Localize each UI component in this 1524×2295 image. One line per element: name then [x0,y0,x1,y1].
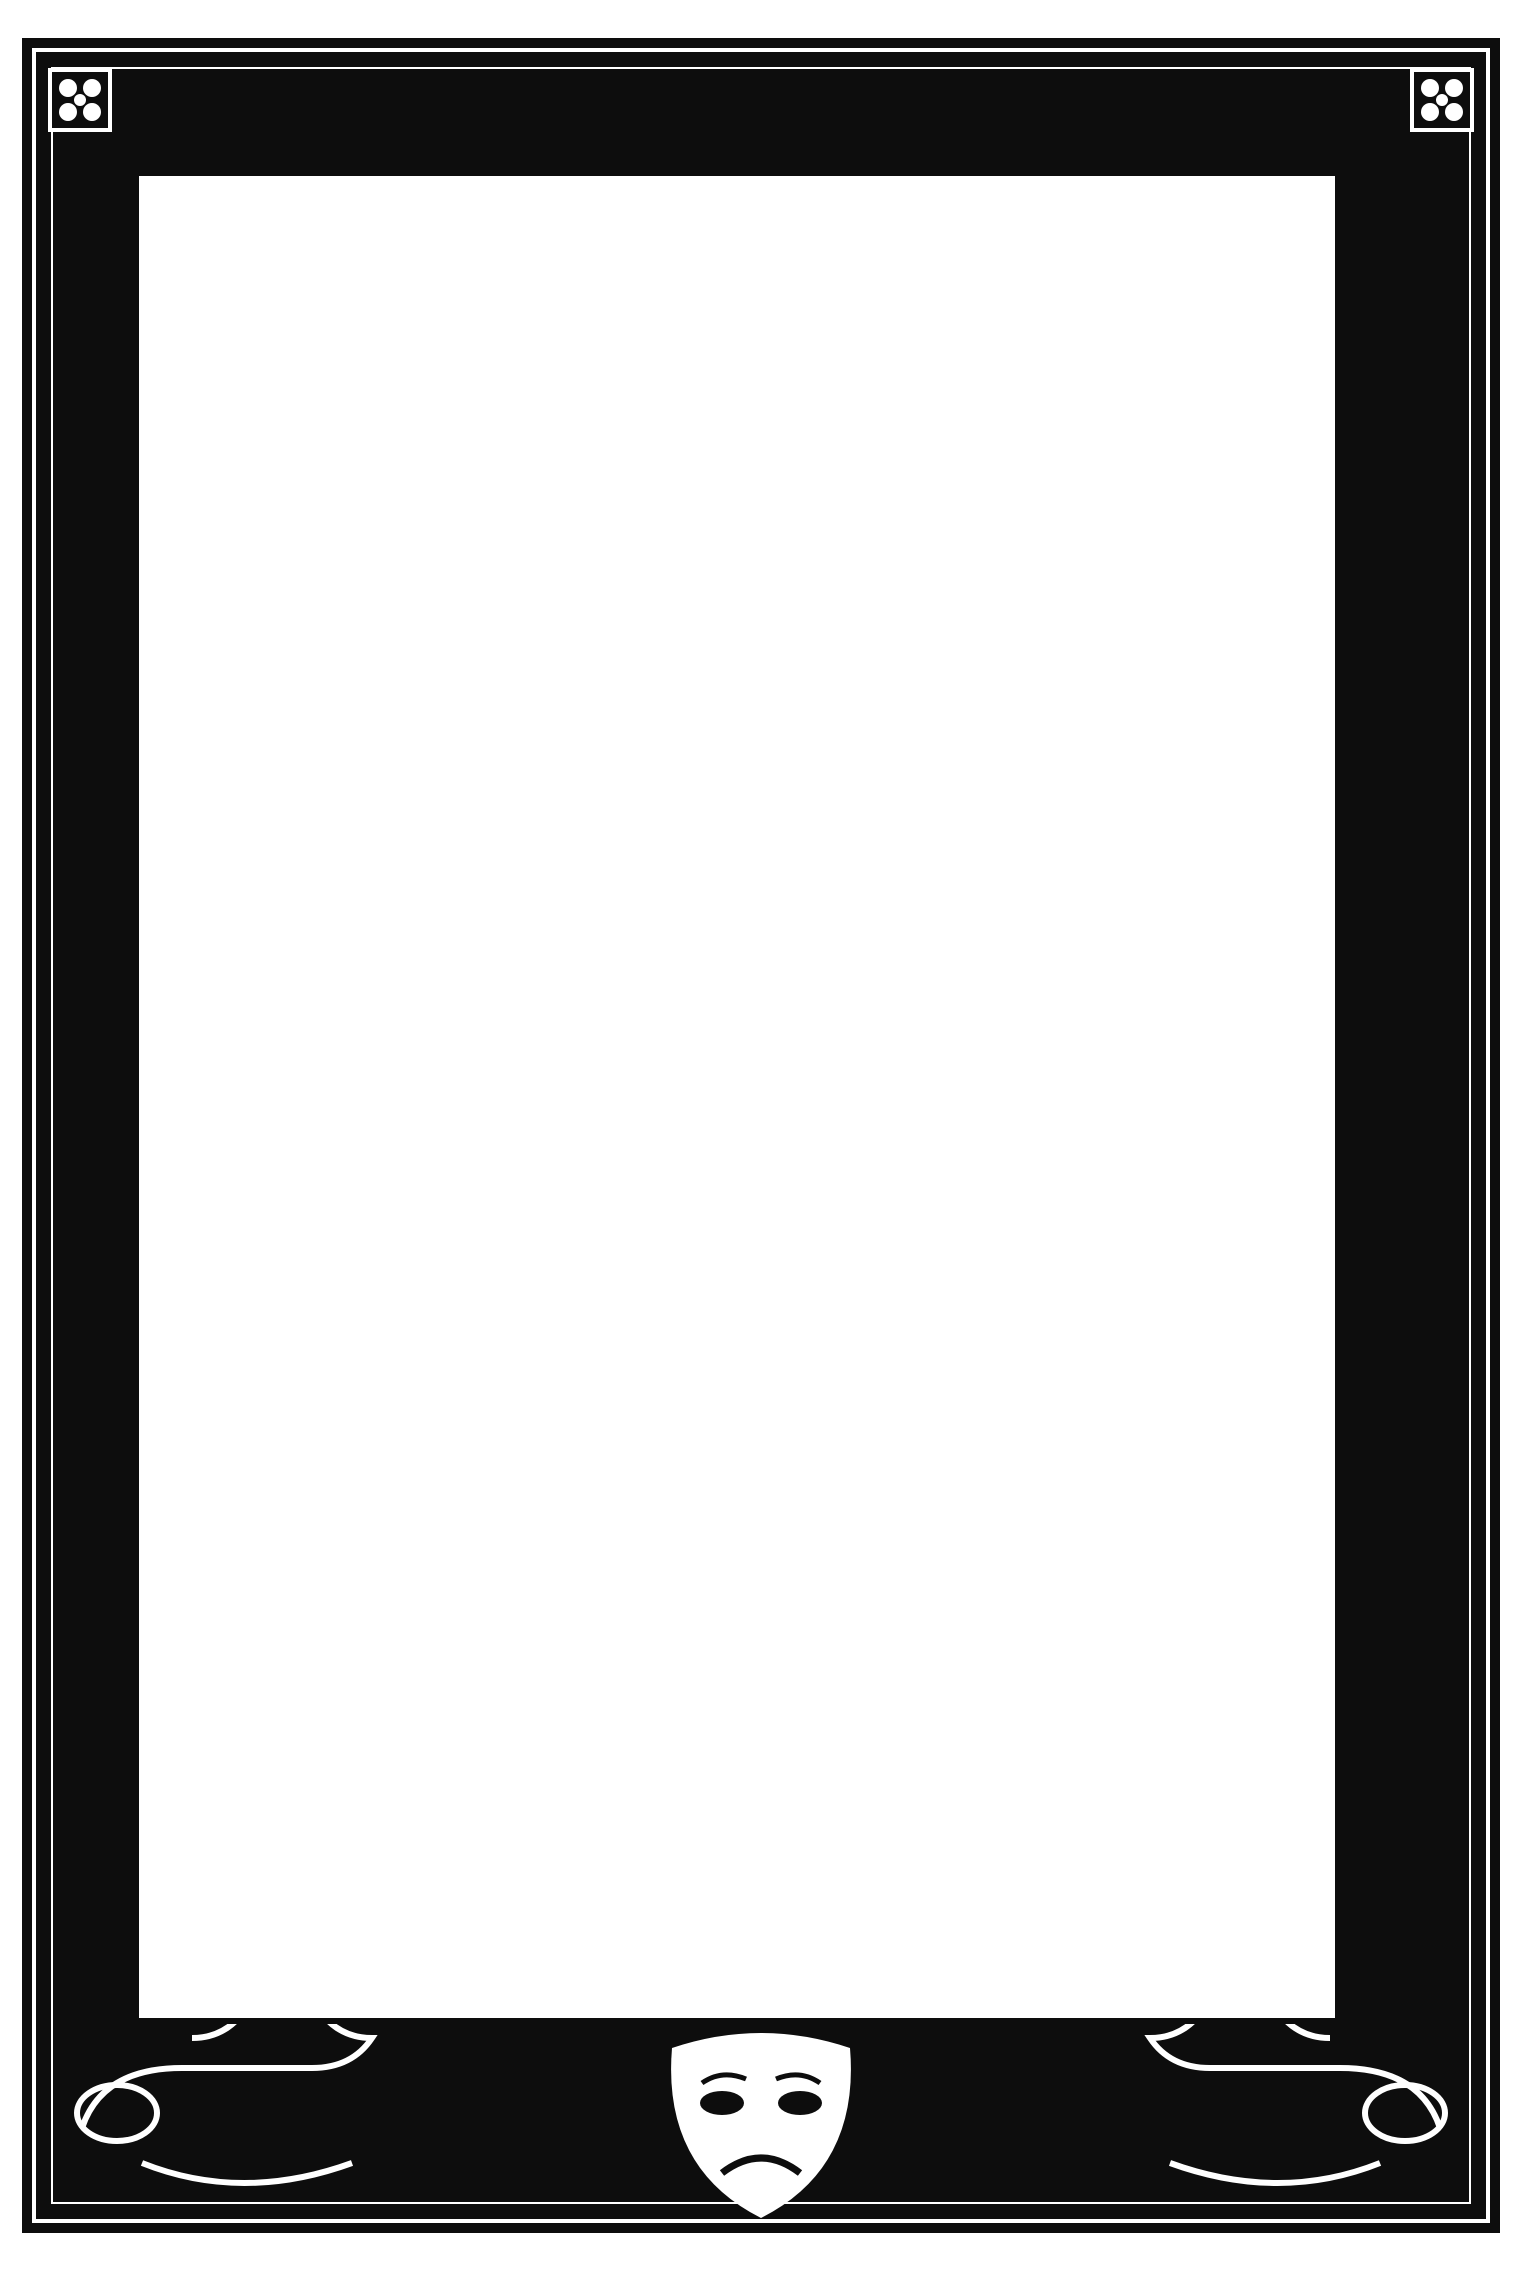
tragic-mask-ornament [671,2033,851,2218]
corner-rosette-top-right [1412,70,1472,130]
left-lamp-ornament [77,1998,372,2183]
bottom-lamp-mask-band [77,1998,1445,2218]
right-lamp-ornament [1150,1998,1445,2183]
text-panel [133,170,1341,2024]
corner-rosette-top-left [50,70,110,130]
